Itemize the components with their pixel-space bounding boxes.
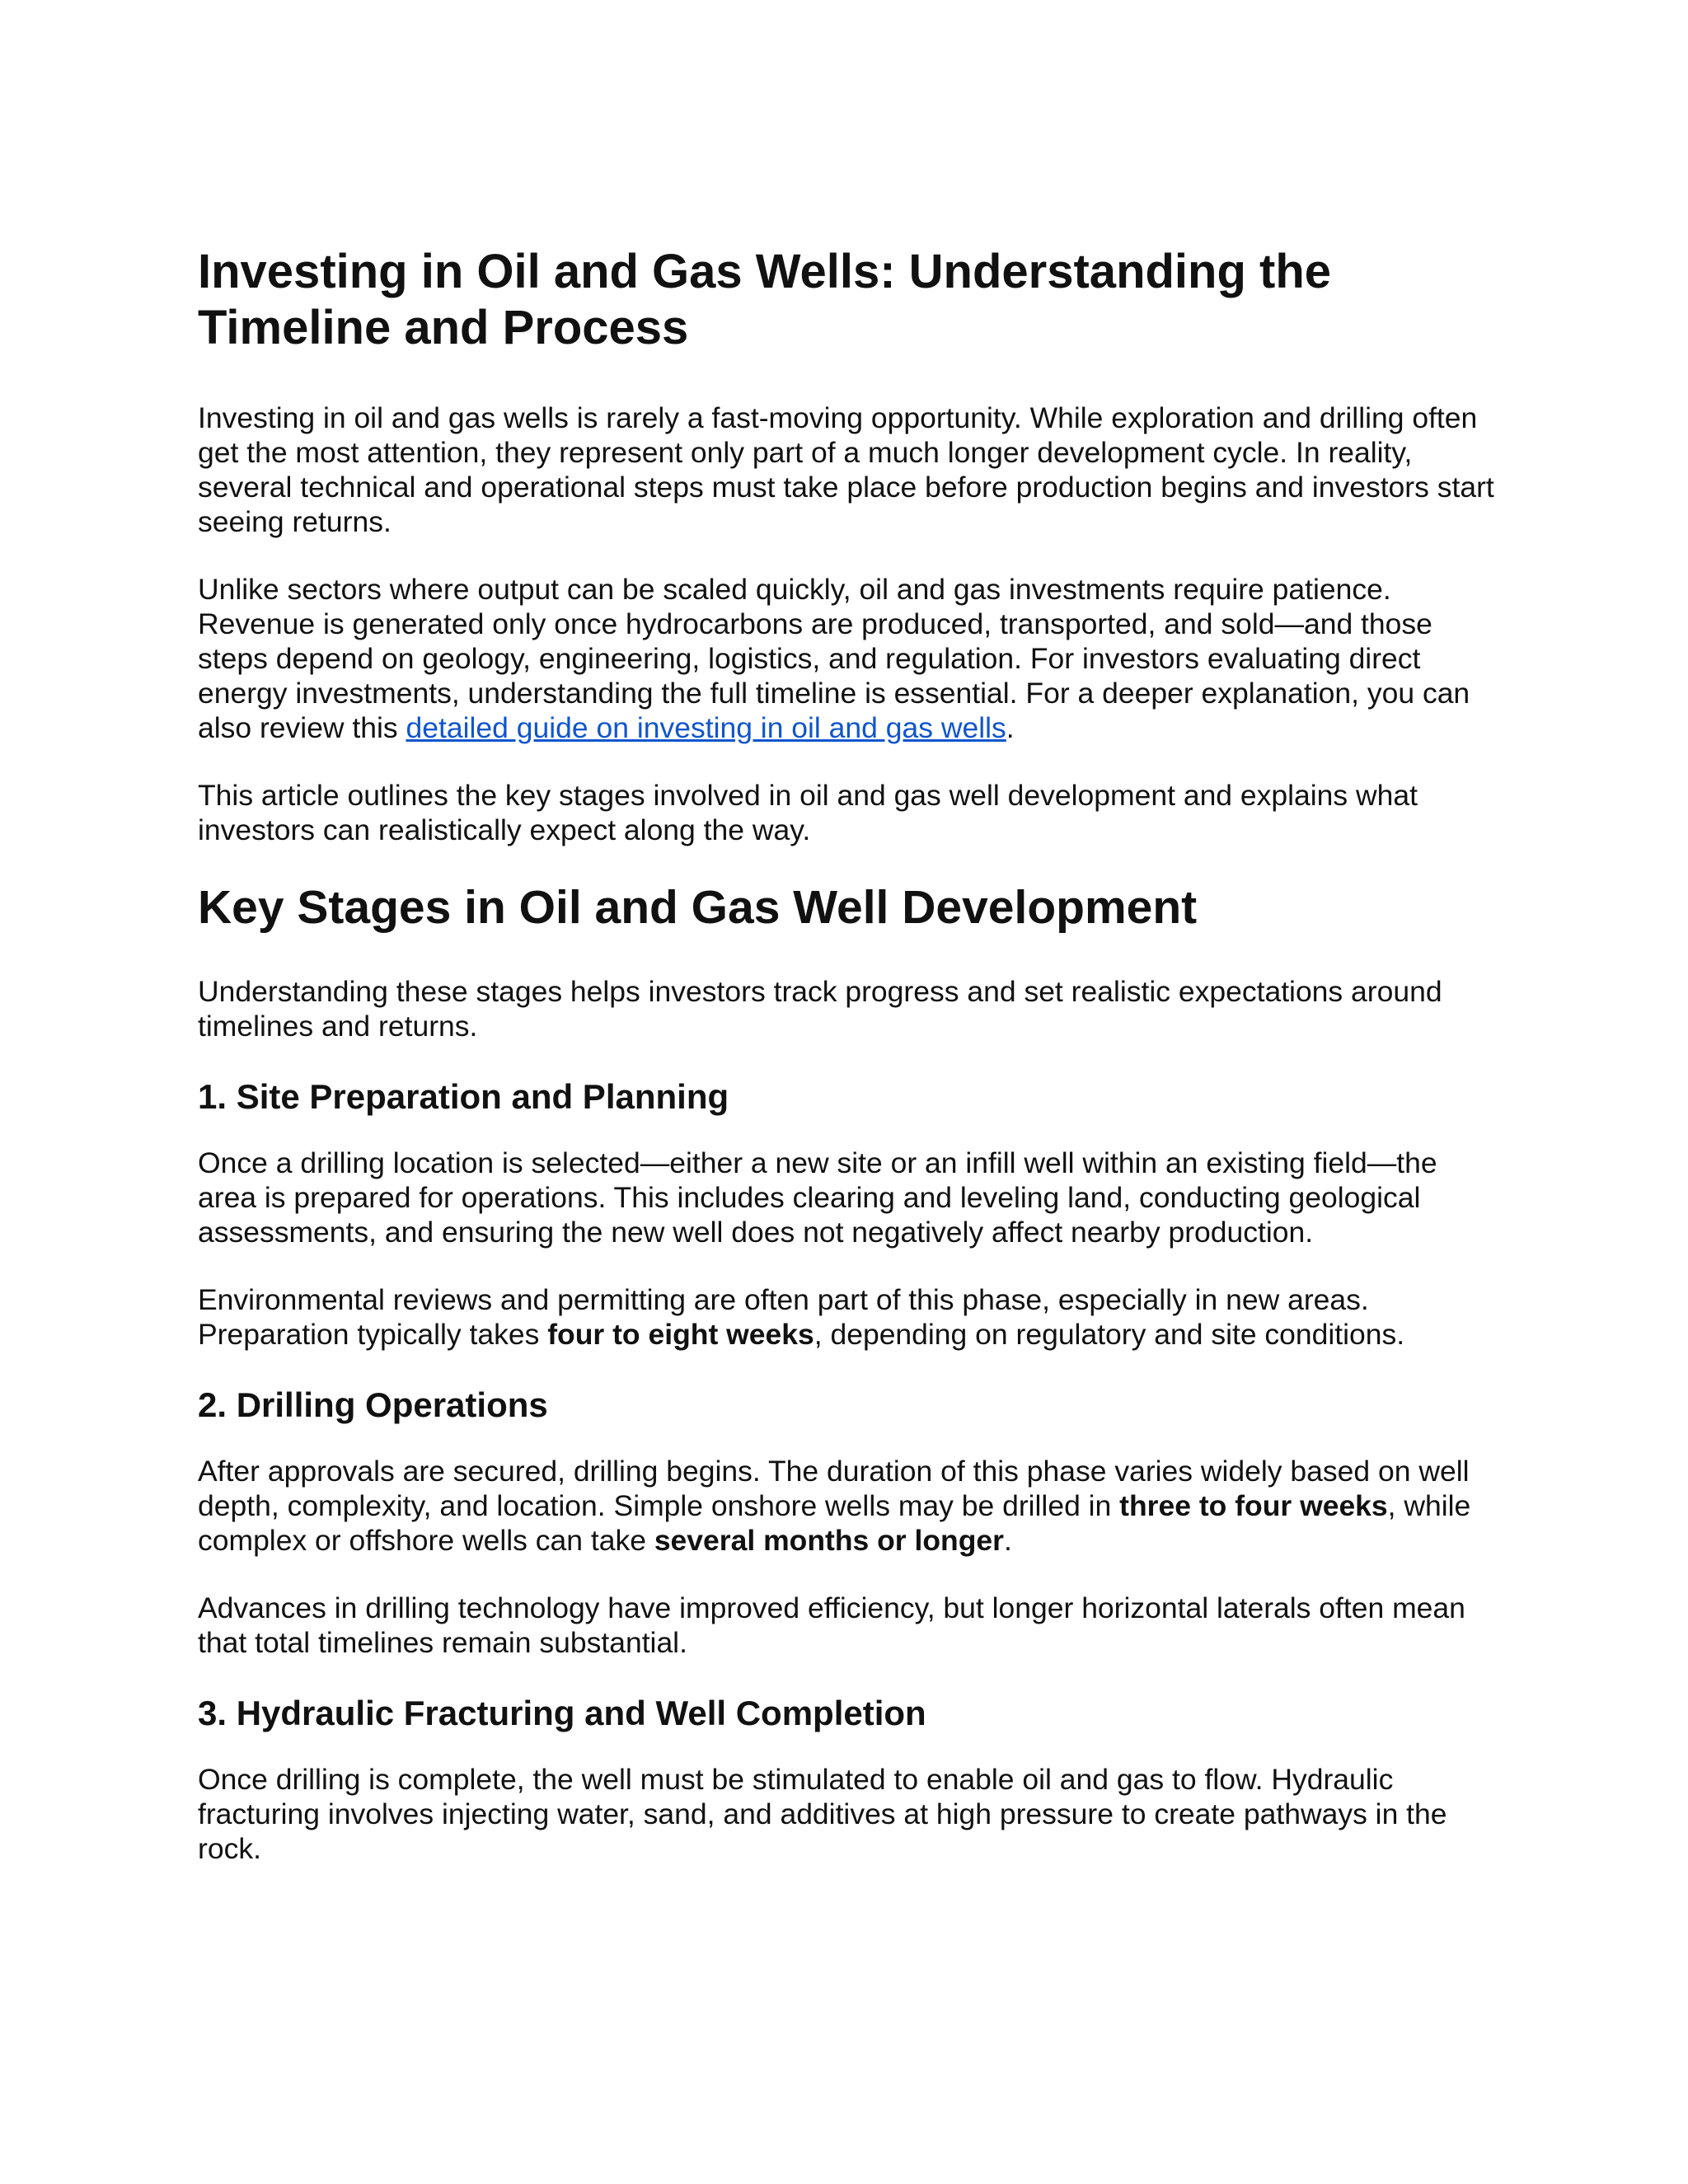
- stage2-heading: 2. Drilling Operations: [198, 1385, 548, 1424]
- intro-paragraph-3: This article outlines the key stages involved in oil and gas well development and explains what investors can realistically expect along the way.: [198, 779, 1418, 846]
- stage2-paragraph-1: [198, 1454, 1500, 1558]
- key-stages-heading: Key Stages in Oil and Gas Well Development: [198, 881, 1198, 934]
- stage1-heading: 1. Site Preparation and Planning: [198, 1077, 729, 1116]
- stage1-paragraph-1: Once a drilling location is selected—either a new site or an infill well within an existing field—the area is prepared for operations. This includes clearing and leveling land, conducting geological assessments, and ensuring the new well does not negatively affect nearby production.: [198, 1146, 1437, 1249]
- intro-paragraph-1: Investing in oil and gas wells is rarely a fast-moving opportunity. While exploration and drilling often get the most attention, they represent only part of a much longer development cycle. In reality, several technical and operational steps must take place before production begins and investors start seeing returns.: [198, 401, 1494, 538]
- stage2-paragraph-1-text-a: After approvals are secured, drilling begins. The duration of this phase varies widely based on well depth, complexity, and location. Simple onshore wells may be drilled in: [198, 1455, 1470, 1522]
- guide-link[interactable]: detailed guide on investing in oil and gas wells: [406, 711, 1006, 744]
- stage1-paragraph-2-text-a: Environmental reviews and permitting are often part of this phase, especially in new areas. Preparation typically takes: [198, 1283, 1369, 1351]
- stage1-paragraph-2: [198, 1282, 1500, 1352]
- intro-paragraph-2-text: Unlike sectors where output can be scaled quickly, oil and gas investments require patience. Revenue is generated only once hydrocarbons are produced, transported, and sold—and those steps depend on geology, engineering, logistics, and regulation. For investors evaluating direct energy investments, understanding the full timeline is essential. For a deeper explanation, you can also review this: [198, 573, 1470, 744]
- document-page: [198, 244, 1500, 1899]
- page-title: Investing in Oil and Gas Wells: Understanding the Timeline and Process: [198, 245, 1332, 354]
- intro-paragraph-2-end: .: [1006, 711, 1015, 744]
- stage2-paragraph-1-text-b: , while complex or offshore wells can take: [198, 1489, 1471, 1557]
- stage1-paragraph-2-text-b: , depending on regulatory and site conditions.: [814, 1318, 1405, 1351]
- stage3-heading: 3. Hydraulic Fracturing and Well Completion: [198, 1694, 926, 1732]
- stage2-paragraph-2: Advances in drilling technology have improved efficiency, but longer horizontal laterals often mean that total timelines remain substantial.: [198, 1591, 1465, 1659]
- stage3-paragraph-1: Once drilling is complete, the well must be stimulated to enable oil and gas to flow. Hydraulic fracturing involves injecting water, sand, and additives at high pressure to create pathways in the rock.: [198, 1763, 1447, 1865]
- stage2-duration-bold-2: several months or longer: [654, 1524, 1004, 1557]
- stage1-duration-bold: four to eight weeks: [547, 1318, 814, 1351]
- stage2-paragraph-1-text-c: .: [1003, 1524, 1012, 1557]
- stage2-duration-bold-1: three to four weeks: [1119, 1489, 1388, 1522]
- key-stages-intro: Understanding these stages helps investors track progress and set realistic expectations around timelines and returns.: [198, 975, 1442, 1043]
- intro-paragraph-2: [198, 572, 1500, 745]
